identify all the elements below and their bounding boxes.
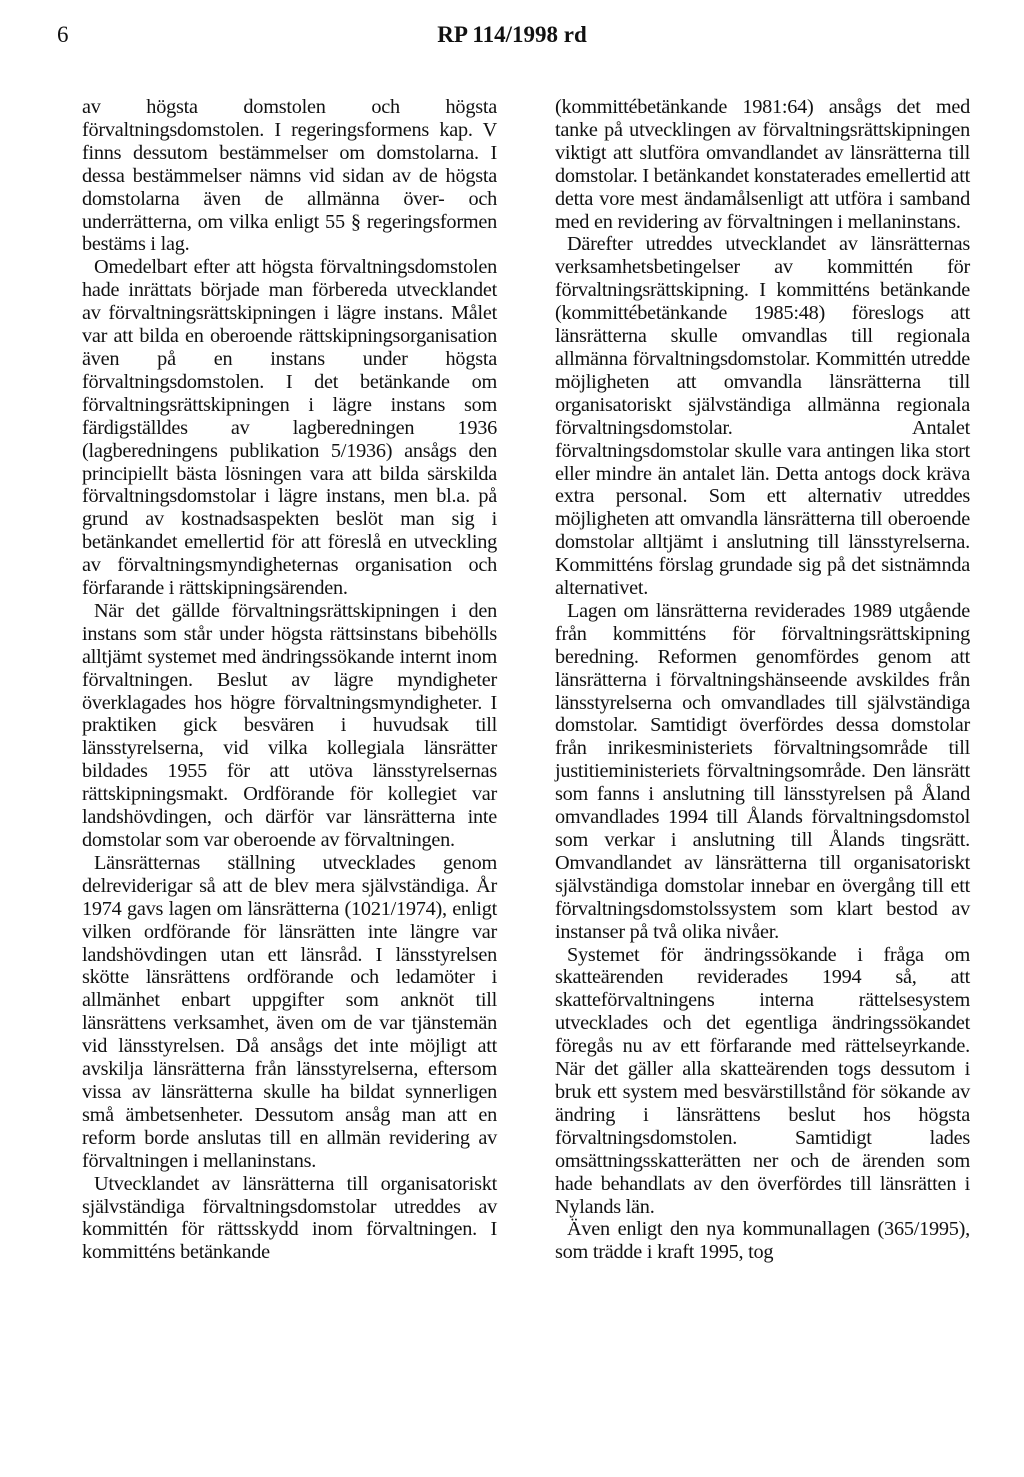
right-paragraph-3: Lagen om länsrätterna reviderades 1989 utgående från kommitténs för förvaltningsrättskipning beredning. Reformen genomfördes genom att länsrätterna i förvaltningshänseende avskildes från länsstyrelserna och omvandlades till självständiga domstolar. Samtidigt överfördes dessa domstolar från inrikesministeriets förvaltningsområde till justitieministeriets förvaltningsområde. Den länsrätt som fanns i anslutning till länsstyrelsen på Åland omvandlades 1994 till Ålands förvaltningsdomstol som verkar i anslutning till Ålands tingsrätt. Omvandlandet av länsrätterna till organisatoriskt självständiga domstolar innebar en övergång till ett förvaltningsdomstolssystem som klart bestod av instanser på två olika nivåer. xyxy=(555,599,970,943)
left-paragraph-2: Omedelbart efter att högsta förvaltningsdomstolen hade inrättats började man förbereda utvecklandet av förvaltningsrättskipningen i lägre instans. Målet var att bilda en oberoende rättskipningsorganisation även på en instans under högsta förvaltningsdomstolen. I det betänkande om förvaltningsrättskipningen i lägre instans som färdigställdes av lagberedningen 1936 (lagberedningens publikation 5/1936) ansågs den principiellt bästa lösningen vara att bilda särskilda förvaltningsdomstolar i lägre instans, men bl.a. på grund av kostnadsaspekten beslöt man sig i betänkandet emellertid för att föreslå en utveckling av förvaltningsmyndigheternas organisation och förfarande i rättskipningsärenden. xyxy=(82,256,497,600)
page-number: 6 xyxy=(57,22,69,47)
left-column xyxy=(82,96,497,1264)
right-paragraph-1: (kommittébetänkande 1981:64) ansågs det med tanke på utvecklingen av förvaltningsrättskipningen viktigt att slutföra omvandlandet av länsrätterna till domstolar. I betänkandet konstaterades emellertid att detta vore mest ändamålsenligt att utföra i samband med en revidering av förvaltningen i mellaninstans. xyxy=(555,96,970,233)
left-paragraph-1: av högsta domstolen och högsta förvaltningsdomstolen. I regeringsformens kap. V finns dessutom bestämmelser om domstolarna. I dessa bestämmelser nämns vid sidan av de högsta domstolarna även de allmänna över- och underrätterna, om vilka enligt 55 § regeringsformen bestäms i lag. xyxy=(82,96,497,256)
right-column xyxy=(555,96,970,1264)
left-paragraph-3: När det gällde förvaltningsrättskipningen i den instans som står under högsta rättsinstans bibehölls alltjämt systemet med ändringssökande internt inom förvaltningen. Beslut av lägre myndigheter överklagades hos högre förvaltningsmyndigheter. I praktiken gick besvären i huvudsak till länsstyrelserna, vid vilka kollegiala länsrätter bildades 1955 för att utöva länsstyrelsernas rättskipningsmakt. Ordförande för kollegiet var landshövdingen, och därför var länsrätterna inte domstolar som var oberoende av förvaltningen. xyxy=(82,599,497,851)
right-paragraph-4: Systemet för ändringssökande i fråga om skatteärenden reviderades 1994 så, att skatteförvaltningens interna rättelsesystem utvecklades och det egentliga ändringssökandet föregås nu av ett förfarande med rättelseyrkande. När det gäller alla skatteärenden togs dessutom i bruk ett system med besvärstillstånd för sökande av ändring i länsrättens beslut hos högsta förvaltningsdomstolen. Samtidigt lades omsättningsskatterätten ner och de ärenden som hade behandlats av den överfördes till länsrätten i Nylands län. xyxy=(555,943,970,1218)
right-paragraph-2: Därefter utreddes utvecklandet av länsrätternas verksamhetsbetingelser av kommittén för förvaltningsrättskipning. I kommitténs betänkande (kommittébetänkande 1985:48) föreslogs att länsrätterna skulle omvandlas till regionala allmänna förvaltningsdomstolar. Kommittén utredde möjligheten att omvandla länsrätterna till organisatoriskt självständiga allmänna regionala förvaltningsdomstolar. Antalet förvaltningsdomstolar skulle vara antingen lika stort eller mindre än antalet län. Detta antogs dock kräva extra personal. Som ett alternativ utreddes möjligheten att omvandla länsrätterna till oberoende domstolar alltjämt i anslutning till länsstyrelserna. Kommitténs förslag grundade sig på det sistnämnda alternativet. xyxy=(555,233,970,600)
page-header-title: RP 114/1998 rd xyxy=(437,22,587,47)
left-paragraph-4: Länsrätternas ställning utvecklades genom delreviderigar så att de blev mera självständiga. År 1974 gavs lagen om länsrätterna (1021/1974), enligt vilken ordförande för länsrätten inte längre var landshövdingen utan ett länsråd. I länsstyrelsen skötte länsrättens ordförande och ledamöter i allmänhet enbart uppgifter som anknöt till länsrättens verksamhet, även om de var tjänstemän vid länsstyrelsen. Då ansågs det inte möjligt att avskilja länsrätterna från länsstyrelserna, eftersom vissa av länsrätterna skulle ha bildat synnerligen små ämbetsenheter. Dessutom ansåg man att en reform borde anslutas till en allmän revidering av förvaltningen i mellaninstans. xyxy=(82,851,497,1172)
right-paragraph-5: Även enligt den nya kommunallagen (365/1995), som trädde i kraft 1995, tog xyxy=(555,1218,970,1264)
left-paragraph-5: Utvecklandet av länsrätterna till organisatoriskt självständiga förvaltningsdomstolar utreddes av kommittén för rättsskydd inom förvaltningen. I kommitténs betänkande xyxy=(82,1172,497,1264)
